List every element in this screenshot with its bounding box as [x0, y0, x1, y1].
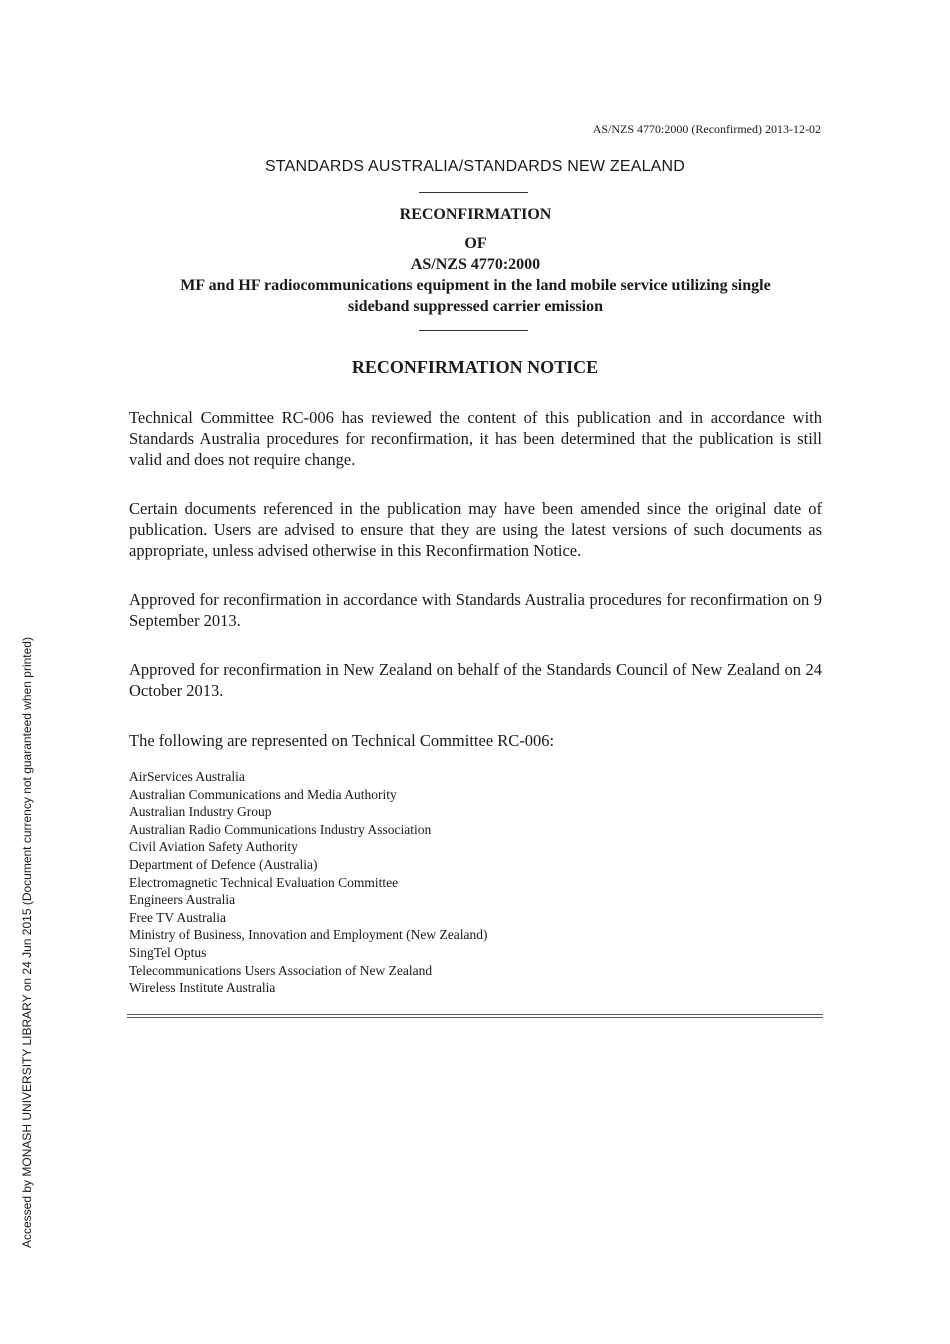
notice-paragraph-approval-new-zealand: Approved for reconfirmation in New Zealand on behalf of the Standards Council of New Zealand on 24 October 2013. [129, 660, 822, 700]
title-divider-top [419, 192, 528, 193]
list-item: Australian Communications and Media Authority [129, 786, 397, 802]
list-item: Ministry of Business, Innovation and Employment (New Zealand) [129, 927, 488, 943]
standard-number: AS/NZS 4770:2000 [410, 256, 541, 273]
list-item: Free TV Australia [129, 909, 226, 925]
standard-title-line-1: MF and HF radiocommunications equipment in the land mobile service utilizing single [180, 277, 771, 294]
list-item: Electromagnetic Technical Evaluation Committee [129, 874, 399, 890]
list-item: Civil Aviation Safety Authority [129, 839, 298, 855]
notice-paragraph-review: Technical Committee RC-006 has reviewed the content of this publication and in accordance with Standards Australia procedures for reconfirmation, it has been determined that the publication is still valid and does not require change. [129, 408, 822, 469]
list-item: AirServices Australia [129, 769, 245, 784]
organization-header: STANDARDS AUSTRALIA/STANDARDS NEW ZEALAND [264, 158, 686, 175]
list-item: SingTel Optus [129, 944, 207, 960]
title-divider-bottom [419, 330, 528, 331]
title-reconfirmation: RECONFIRMATION [399, 206, 552, 223]
standard-title-line-2: sideband suppressed carrier emission [348, 298, 603, 315]
notice-paragraph-approval-australia: Approved for reconfirmation in accordance with Standards Australia procedures for reconfirmation on 9 September 2013. [129, 590, 822, 630]
notice-heading: RECONFIRMATION NOTICE [351, 357, 599, 377]
document-reference: AS/NZS 4770:2000 (Reconfirmed) 2013-12-02 [592, 122, 821, 136]
title-of: OF [464, 235, 487, 252]
list-item: Australian Industry Group [129, 804, 272, 820]
notice-paragraph-committee-intro: The following are represented on Technical Committee RC-006: [129, 731, 555, 750]
committee-member-list [129, 768, 822, 997]
list-item: Australian Radio Communications Industry Association [129, 821, 432, 837]
list-item: Engineers Australia [129, 892, 236, 908]
access-watermark: Accessed by MONASH UNIVERSITY LIBRARY on 24 Jun 2015 (Document currency not guaranteed when printed) [20, 637, 34, 1248]
list-item: Department of Defence (Australia) [129, 856, 318, 872]
notice-paragraph-references: Certain documents referenced in the publication may have been amended since the original date of publication. Users are advised to ensure that they are using the latest versions of such documents as appropriate, unless advised otherwise in this Reconfirmation Notice. [129, 499, 822, 560]
list-item: Telecommunications Users Association of New Zealand [129, 962, 433, 978]
list-item: Wireless Institute Australia [129, 980, 276, 996]
footer-double-rule [127, 1014, 823, 1018]
title-block [129, 204, 822, 317]
